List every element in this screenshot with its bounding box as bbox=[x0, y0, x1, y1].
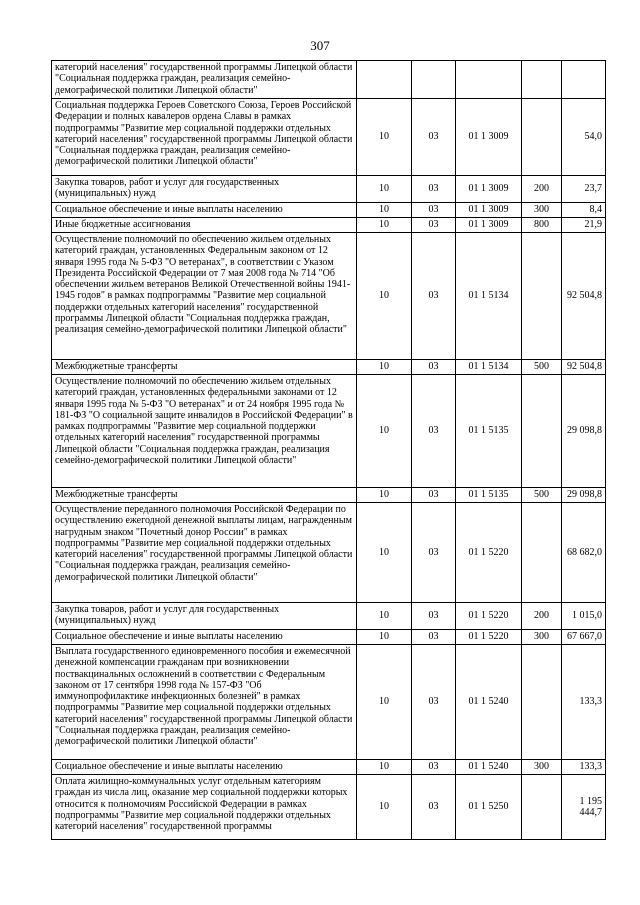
section-code: 10 bbox=[357, 360, 412, 375]
section-code: 10 bbox=[357, 603, 412, 630]
expense-type-code bbox=[522, 503, 562, 603]
row-description: Межбюджетные трансферты bbox=[52, 488, 357, 503]
subsection-code: 03 bbox=[412, 503, 456, 603]
row-description: Выплата государственного единовременного пособия и ежемесячной денежной компенсации гражданам при возникновении поствакцинальных осложнений в соответствии с Федеральным законом от 17 сентября 1998 года № 157-ФЗ "Об иммунопрофилактике инфекционных болезней" в рамках подпрограммы "Развитие мер социальной поддержки отдельных категорий населения" государственной программы Липецкой области "Социальная поддержка граждан, реализация семейно-демографической политики Липецкой области" bbox=[52, 645, 357, 760]
expense-type-code: 300 bbox=[522, 203, 562, 218]
table-row bbox=[52, 775, 606, 840]
section-code bbox=[357, 61, 412, 99]
section-code: 10 bbox=[357, 233, 412, 360]
subsection-code: 03 bbox=[412, 645, 456, 760]
amount: 23,7 bbox=[562, 176, 606, 203]
subsection-code bbox=[412, 61, 456, 99]
section-code: 10 bbox=[357, 375, 412, 488]
amount bbox=[562, 61, 606, 99]
target-article-code: 01 1 5220 bbox=[456, 603, 522, 630]
subsection-code: 03 bbox=[412, 218, 456, 233]
row-description: Закупка товаров, работ и услуг для государственных (муниципальных) нужд bbox=[52, 603, 357, 630]
subsection-code: 03 bbox=[412, 233, 456, 360]
section-code: 10 bbox=[357, 488, 412, 503]
section-code: 10 bbox=[357, 99, 412, 176]
expense-type-code bbox=[522, 99, 562, 176]
amount: 54,0 bbox=[562, 99, 606, 176]
expense-type-code bbox=[522, 61, 562, 99]
amount: 92 504,8 bbox=[562, 360, 606, 375]
table-row bbox=[52, 375, 606, 488]
target-article-code: 01 1 5135 bbox=[456, 375, 522, 488]
row-description: Иные бюджетные ассигнования bbox=[52, 218, 357, 233]
row-description: Осуществление полномочий по обеспечению жильем отдельных категорий граждан, установленных Федеральным законом от 12 января 1995 года № 5-ФЗ "О ветеранах", в соответствии с Указом Президента Российской Федерации от 7 мая 2008 года № 714 "Об обеспечении жильем ветеранов Великой Отечественной войны 1941-1945 годов" в рамках подпрограммы "Развитие мер социальной поддержки отдельных категорий населения" государственной программы Липецкой области "Социальная поддержка граждан, реализация семейно-демографической политики Липецкой области" bbox=[52, 233, 357, 360]
amount: 68 682,0 bbox=[562, 503, 606, 603]
subsection-code: 03 bbox=[412, 99, 456, 176]
amount: 92 504,8 bbox=[562, 233, 606, 360]
subsection-code: 03 bbox=[412, 488, 456, 503]
expense-type-code bbox=[522, 233, 562, 360]
target-article-code: 01 1 5220 bbox=[456, 630, 522, 645]
target-article-code: 01 1 5240 bbox=[456, 645, 522, 760]
row-description: Осуществление полномочий по обеспечению жильем отдельных категорий граждан, установленных федеральными законами от 12 января 1995 года № 5-ФЗ "О ветеранах" и от 24 ноября 1995 года № 181-ФЗ "О социальной защите инвалидов в Российской Федерации" в рамках подпрограммы "Развитие мер социальной поддержки отдельных категорий населения" государственной программы Липецкой области "Социальная поддержка граждан, реализация семейно-демографической политики Липецкой области" bbox=[52, 375, 357, 488]
row-description: Межбюджетные трансферты bbox=[52, 360, 357, 375]
target-article-code: 01 1 5250 bbox=[456, 775, 522, 840]
table-row bbox=[52, 360, 606, 375]
subsection-code: 03 bbox=[412, 775, 456, 840]
table-row bbox=[52, 218, 606, 233]
table-row bbox=[52, 233, 606, 360]
target-article-code: 01 1 5134 bbox=[456, 233, 522, 360]
expense-type-code: 800 bbox=[522, 218, 562, 233]
expense-type-code bbox=[522, 645, 562, 760]
row-description: Осуществление переданного полномочия Российской Федерации по осуществлению ежегодной денежной выплаты лицам, награжденным нагрудным знаком "Почетный донор России" в рамках подпрограммы "Развитие мер социальной поддержки отдельных категорий населения" государственной программы Липецкой области "Социальная поддержка граждан, реализация семейно-демографической политики Липецкой области" bbox=[52, 503, 357, 603]
amount: 133,3 bbox=[562, 645, 606, 760]
section-code: 10 bbox=[357, 218, 412, 233]
expense-type-code bbox=[522, 775, 562, 840]
subsection-code: 03 bbox=[412, 760, 456, 775]
section-code: 10 bbox=[357, 775, 412, 840]
subsection-code: 03 bbox=[412, 203, 456, 218]
subsection-code: 03 bbox=[412, 630, 456, 645]
table-row bbox=[52, 99, 606, 176]
table-row bbox=[52, 630, 606, 645]
amount: 1 015,0 bbox=[562, 603, 606, 630]
target-article-code: 01 1 5135 bbox=[456, 488, 522, 503]
amount: 1 195 444,7 bbox=[562, 775, 606, 840]
section-code: 10 bbox=[357, 630, 412, 645]
target-article-code: 01 1 3009 bbox=[456, 218, 522, 233]
expense-type-code: 500 bbox=[522, 360, 562, 375]
subsection-code: 03 bbox=[412, 360, 456, 375]
section-code: 10 bbox=[357, 503, 412, 603]
amount: 29 098,8 bbox=[562, 488, 606, 503]
table-row bbox=[52, 503, 606, 603]
section-code: 10 bbox=[357, 176, 412, 203]
expense-type-code: 500 bbox=[522, 488, 562, 503]
target-article-code: 01 1 5220 bbox=[456, 503, 522, 603]
amount: 133,3 bbox=[562, 760, 606, 775]
target-article-code bbox=[456, 61, 522, 99]
target-article-code: 01 1 3009 bbox=[456, 99, 522, 176]
amount: 67 667,0 bbox=[562, 630, 606, 645]
row-description: Оплата жилищно-коммунальных услуг отдельным категориям граждан из числа лиц, оказание мер социальной поддержки которых относится к полномочиям Российской Федерации в рамках подпрограммы "Развитие мер социальной поддержки отдельных категорий населения" государственной программы bbox=[52, 775, 357, 840]
table-row bbox=[52, 176, 606, 203]
page-number: 307 bbox=[310, 38, 330, 53]
target-article-code: 01 1 3009 bbox=[456, 203, 522, 218]
amount: 8,4 bbox=[562, 203, 606, 218]
table-row bbox=[52, 203, 606, 218]
row-description: Социальное обеспечение и иные выплаты населению bbox=[52, 760, 357, 775]
budget-table bbox=[51, 60, 606, 840]
expense-type-code: 200 bbox=[522, 603, 562, 630]
amount: 29 098,8 bbox=[562, 375, 606, 488]
row-description: Социальное обеспечение и иные выплаты населению bbox=[52, 203, 357, 218]
subsection-code: 03 bbox=[412, 375, 456, 488]
row-description: категорий населения" государственной программы Липецкой области "Социальная поддержка граждан, реализация семейно-демографической политики Липецкой области" bbox=[52, 61, 357, 99]
row-description: Социальное обеспечение и иные выплаты населению bbox=[52, 630, 357, 645]
expense-type-code: 300 bbox=[522, 760, 562, 775]
section-code: 10 bbox=[357, 760, 412, 775]
amount: 21,9 bbox=[562, 218, 606, 233]
target-article-code: 01 1 5240 bbox=[456, 760, 522, 775]
row-description: Социальная поддержка Героев Советского Союза, Героев Российской Федерации и полных кавалеров ордена Славы в рамках подпрограммы "Развитие мер социальной поддержки отдельных категорий населения" государственной программы Липецкой области "Социальная поддержка граждан, реализация семейно-демографической политики Липецкой области" bbox=[52, 99, 357, 176]
section-code: 10 bbox=[357, 645, 412, 760]
table-row bbox=[52, 645, 606, 760]
subsection-code: 03 bbox=[412, 176, 456, 203]
table-row bbox=[52, 61, 606, 99]
expense-type-code: 300 bbox=[522, 630, 562, 645]
row-description: Закупка товаров, работ и услуг для государственных (муниципальных) нужд bbox=[52, 176, 357, 203]
subsection-code: 03 bbox=[412, 603, 456, 630]
table-row bbox=[52, 488, 606, 503]
target-article-code: 01 1 3009 bbox=[456, 176, 522, 203]
expense-type-code bbox=[522, 375, 562, 488]
expense-type-code: 200 bbox=[522, 176, 562, 203]
table-row bbox=[52, 603, 606, 630]
target-article-code: 01 1 5134 bbox=[456, 360, 522, 375]
section-code: 10 bbox=[357, 203, 412, 218]
table-row bbox=[52, 760, 606, 775]
